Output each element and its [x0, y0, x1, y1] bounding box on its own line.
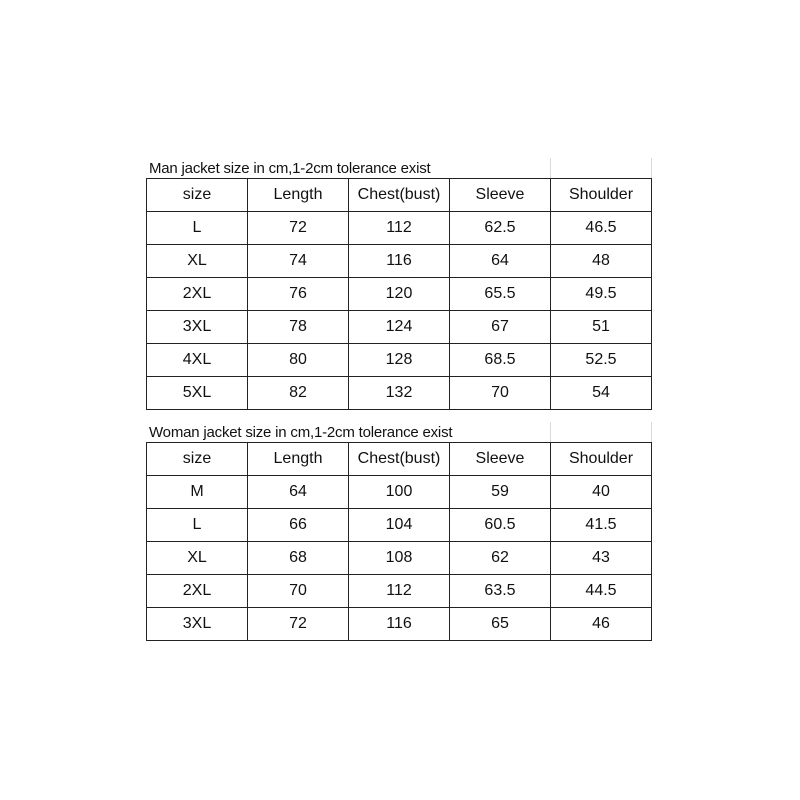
woman-table-caption: Woman jacket size in cm,1-2cm tolerance exist [149, 424, 453, 441]
table-cell: 44.5 [551, 575, 652, 608]
table-cell: 82 [248, 377, 349, 410]
table-cell: M [147, 476, 248, 509]
table-cell: 48 [551, 245, 652, 278]
table-cell: 52.5 [551, 344, 652, 377]
table-cell: 40 [551, 476, 652, 509]
table-cell: 100 [349, 476, 450, 509]
table-cell: 65 [450, 608, 551, 641]
table-cell: 62.5 [450, 212, 551, 245]
table-cell: 70 [450, 377, 551, 410]
man-table-caption: Man jacket size in cm,1-2cm tolerance exist [149, 160, 431, 177]
cell-gridline [651, 158, 652, 178]
header-cell: Sleeve [450, 443, 551, 476]
table-header-row [147, 179, 652, 212]
table-cell: 41.5 [551, 509, 652, 542]
table-cell: 59 [450, 476, 551, 509]
table-cell: 60.5 [450, 509, 551, 542]
table-cell: 46 [551, 608, 652, 641]
table-row [147, 509, 652, 542]
header-cell: Shoulder [551, 443, 652, 476]
cell-gridline [550, 158, 551, 178]
table-row [147, 608, 652, 641]
table-row [147, 542, 652, 575]
header-cell: Length [248, 179, 349, 212]
table-cell: 2XL [147, 575, 248, 608]
table-cell: 116 [349, 245, 450, 278]
table-cell: 76 [248, 278, 349, 311]
table-cell: 72 [248, 608, 349, 641]
table-cell: 49.5 [551, 278, 652, 311]
table-cell: XL [147, 245, 248, 278]
table-cell: 116 [349, 608, 450, 641]
table-cell: 66 [248, 509, 349, 542]
man-caption-row [146, 158, 652, 178]
table-cell: 64 [248, 476, 349, 509]
table-cell: 72 [248, 212, 349, 245]
table-row [147, 344, 652, 377]
table-cell: 4XL [147, 344, 248, 377]
table-cell: 54 [551, 377, 652, 410]
table-cell: 104 [349, 509, 450, 542]
header-cell: Shoulder [551, 179, 652, 212]
table-cell: 112 [349, 212, 450, 245]
header-cell: size [147, 443, 248, 476]
table-row [147, 278, 652, 311]
table-row [147, 212, 652, 245]
man-size-table [146, 178, 652, 410]
table-cell: 64 [450, 245, 551, 278]
table-cell: L [147, 212, 248, 245]
cell-gridline [550, 422, 551, 442]
table-cell: 74 [248, 245, 349, 278]
table-cell: 51 [551, 311, 652, 344]
man-size-section [146, 158, 652, 410]
table-cell: 132 [349, 377, 450, 410]
table-cell: 124 [349, 311, 450, 344]
table-cell: XL [147, 542, 248, 575]
table-cell: 65.5 [450, 278, 551, 311]
table-cell: 63.5 [450, 575, 551, 608]
woman-caption-row [146, 422, 652, 442]
cell-gridline [651, 422, 652, 442]
header-cell: Chest(bust) [349, 443, 450, 476]
table-row [147, 575, 652, 608]
table-cell: 5XL [147, 377, 248, 410]
table-cell: 68 [248, 542, 349, 575]
header-cell: Chest(bust) [349, 179, 450, 212]
table-cell: 70 [248, 575, 349, 608]
table-cell: 78 [248, 311, 349, 344]
table-cell: 68.5 [450, 344, 551, 377]
table-cell: 120 [349, 278, 450, 311]
table-cell: L [147, 509, 248, 542]
table-header-row [147, 443, 652, 476]
table-cell: 46.5 [551, 212, 652, 245]
header-cell: Sleeve [450, 179, 551, 212]
table-cell: 112 [349, 575, 450, 608]
table-cell: 62 [450, 542, 551, 575]
table-row [147, 476, 652, 509]
header-cell: Length [248, 443, 349, 476]
table-cell: 2XL [147, 278, 248, 311]
table-row [147, 377, 652, 410]
table-cell: 108 [349, 542, 450, 575]
table-cell: 128 [349, 344, 450, 377]
table-cell: 43 [551, 542, 652, 575]
table-row [147, 311, 652, 344]
table-cell: 80 [248, 344, 349, 377]
table-row [147, 245, 652, 278]
woman-size-section [146, 422, 652, 641]
header-cell: size [147, 179, 248, 212]
table-cell: 3XL [147, 311, 248, 344]
table-cell: 67 [450, 311, 551, 344]
woman-size-table [146, 442, 652, 641]
table-cell: 3XL [147, 608, 248, 641]
